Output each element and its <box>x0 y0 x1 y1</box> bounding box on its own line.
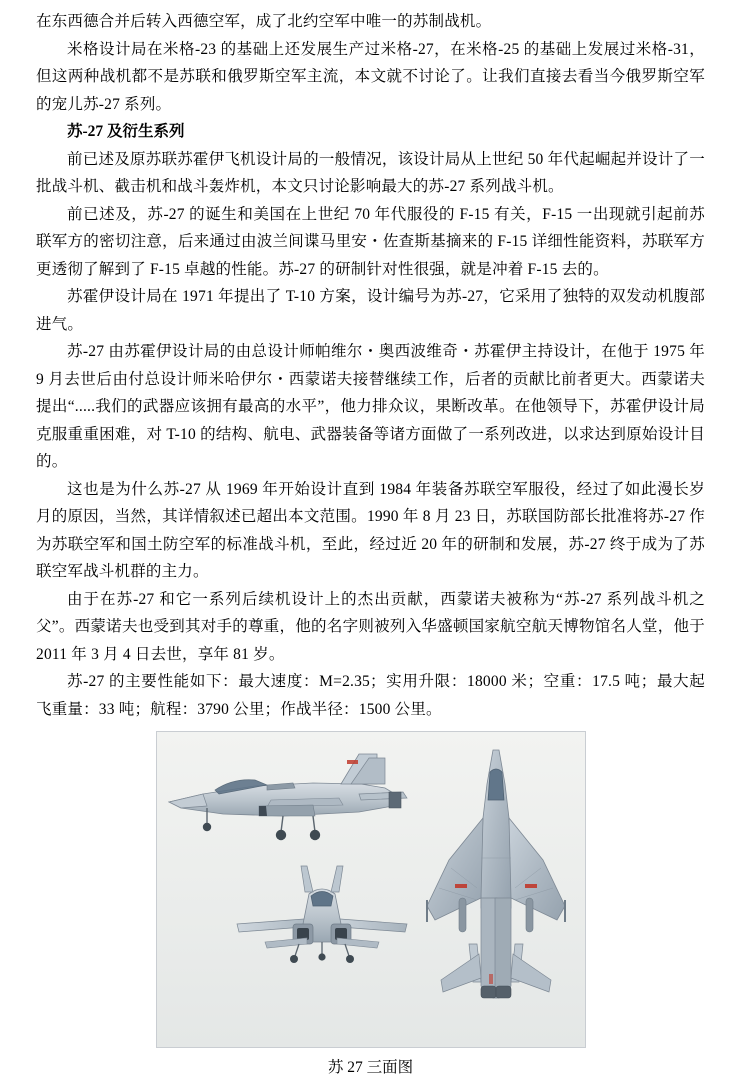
paragraph-t10-proposal: 苏霍伊设计局在 1971 年提出了 T-10 方案，设计编号为苏-27，它采用了独特的双发动机腹部进气。 <box>36 288 705 333</box>
paragraph-mig-series: 米格设计局在米格-23 的基础上还发展生产过米格-27，在米格-25 的基础上发展过米格-31，但这两种战机都不是苏联和俄罗斯空军主流，本文就不讨论了。让我们直接去看当今俄罗斯空军的宠儿苏-27 系列。 <box>36 40 705 113</box>
paragraph-simonov-legacy: 由于在苏-27 和它一系列后续机设计上的杰出贡献，西蒙诺夫被称为“苏-27 系列战斗机之父”。西蒙诺夫也受到其对手的尊重，他的名字则被列入华盛顿国家航空航天博物馆名人堂，他于 2011 年 3 月 4 日去世，享年 81 岁。 <box>36 590 705 663</box>
paragraph-f15-background: 前已述及，苏-27 的诞生和美国在上世纪 70 年代服役的 F-15 有关，F-15 一出现就引起前苏联军方的密切注意，后来通过由波兰间谍马里安・佐查斯基摘来的 F-15 详细性能资料，苏联军方更透彻了解到了 F-15 卓越的性能。苏-27 的研制针对性很强，就是冲着 F-15 去的。 <box>36 205 705 278</box>
figure-block <box>36 731 705 1081</box>
paragraph-designers: 苏-27 由苏霍伊设计局的由总设计师帕维尔・奥西波维奇・苏霍伊主持设计，在他于 1975 年 9 月去世后由付总设计师米哈伊尔・西蒙诺夫接替继续工作，后者的贡献比前者更大。西蒙诺夫提出“.....我们的武器应该拥有最高的水平”，他力排众议，果断改革。在他领导下，苏霍伊设计局克服重重困难，对 T-10 的结构、航电、武器装备等诸方面做了一系列改进，以求达到原始设计目的。 <box>36 343 705 470</box>
aircraft-illustration <box>157 732 585 1047</box>
paragraph-service-entry: 这也是为什么苏-27 从 1969 年开始设计直到 1984 年装备苏联空军服役，经过了如此漫长岁月的原因，当然，其详情叙述已超出本文范围。1990 年 8 月 23 日，苏联国防部长批准将苏-27 作为苏联空军和国土防空军的标准战斗机，至此，经过近 20 年的研制和发展，苏-27 终于成为了苏联空军战斗机群的主力。 <box>36 480 705 580</box>
paragraph-continuation: 在东西德合并后转入西德空军，成了北约空军中唯一的苏制战机。 <box>36 13 492 30</box>
paragraph-sukhoi-overview: 前已述及原苏联苏霍伊飞机设计局的一般情况，该设计局从上世纪 50 年代起崛起并设计了一批战斗机、截击机和战斗轰炸机，本文只讨论影响最大的苏-27 系列战斗机。 <box>36 150 705 195</box>
su-27-three-view-image <box>156 731 586 1048</box>
figure-caption: 苏 27 三面图 <box>327 1059 414 1076</box>
section-heading: 苏-27 及衍生系列 <box>67 123 185 140</box>
paragraph-specifications: 苏-27 的主要性能如下：最大速度：M=2.35；实用升限：18000 米；空重：17.5 吨；最大起飞重量：33 吨；航程：3790 公里；作战半径：1500 公里。 <box>36 673 705 718</box>
